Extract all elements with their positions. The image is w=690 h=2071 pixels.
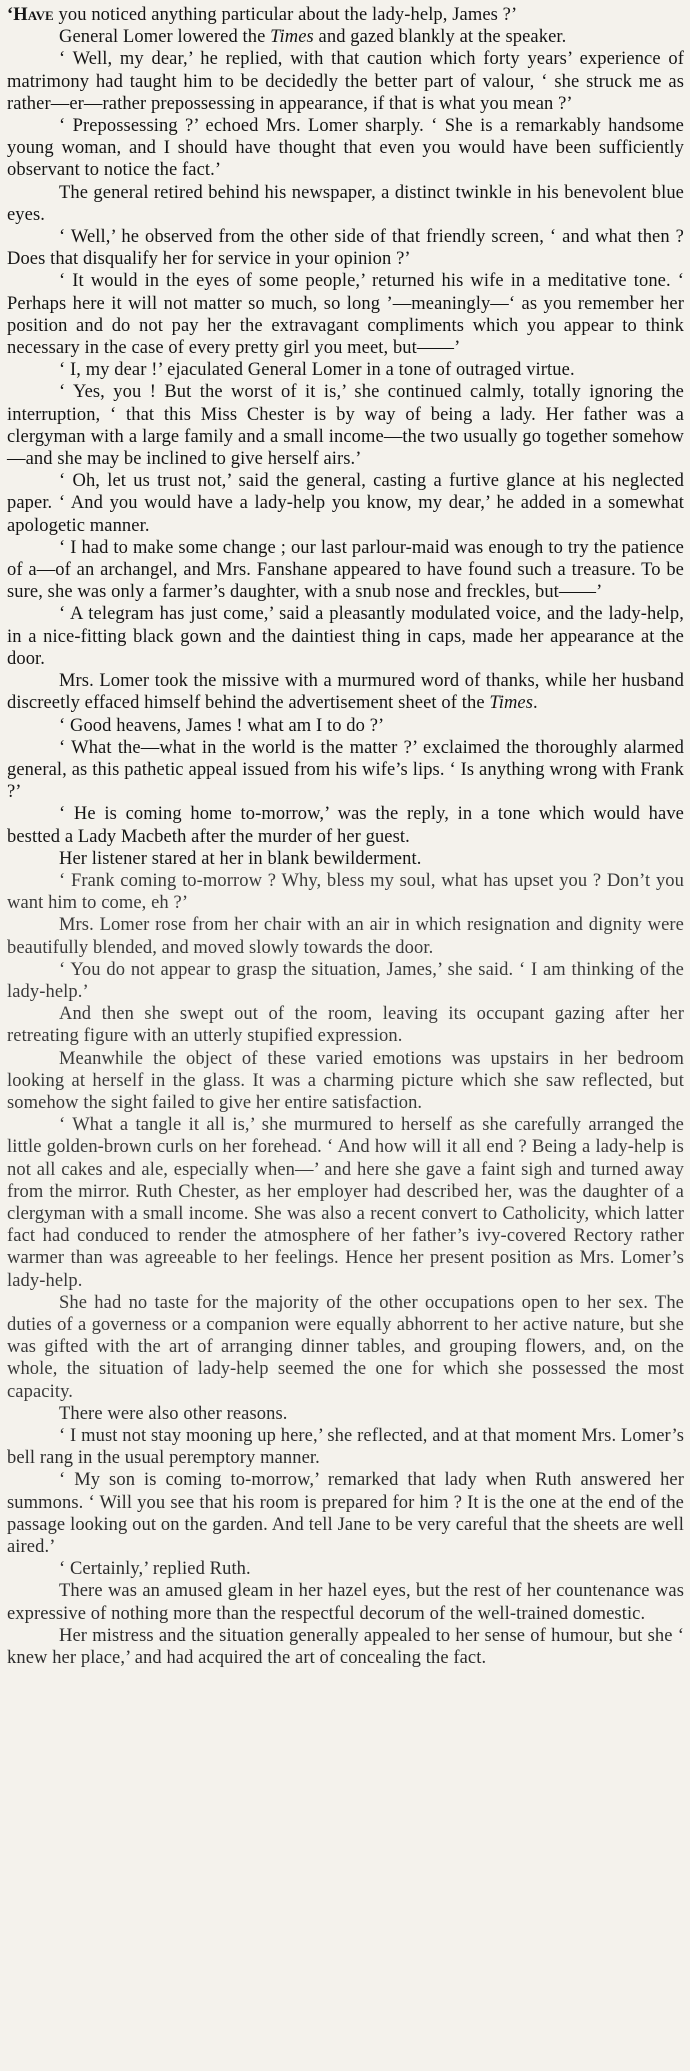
paragraph: ‘ What the—what in the world is the matter ?’ exclaimed the thoroughly alarmed general, as this pathetic appeal issued from his wife’s lips. ‘ Is anything wrong with Frank ?’: [7, 737, 684, 803]
article-body: [7, 26, 684, 1669]
paragraph: ‘ I must not stay mooning up here,’ she reflected, and at that moment Mrs. Lomer’s bell rang in the usual peremptory manner.: [7, 1426, 684, 1469]
paragraph: ‘ He is coming home to-morrow,’ was the reply, in a tone which would have bestted a Lady Macbeth after the murder of her guest.: [7, 804, 684, 847]
paragraph: ‘ Oh, let us trust not,’ said the general, casting a furtive glance at his neglected paper. ‘ And you would have a lady-help you know, my dear,’ he added in a somewhat apologetic manner.: [7, 471, 684, 536]
paragraph: ‘ I had to make some change ; our last parlour-maid was enough to try the patience of a—of an archangel, and Mrs. Fanshane appeared to have found such a treasure. To be sure, she was only a farmer’s daughter, with a snub nose and freckles, but——’: [7, 537, 684, 603]
paragraph: ‘ Good heavens, James ! what am I to do ?’: [59, 715, 385, 736]
paragraph: [7, 26, 684, 48]
opening-paragraph: [7, 4, 684, 26]
paragraph: The general retired behind his newspaper, a distinct twinkle in his benevolent blue eyes.: [7, 182, 684, 225]
paragraph: And then she swept out of the room, leaving its occupant gazing after her retreating figure with an utterly stupified expression.: [7, 1004, 684, 1047]
paragraph: There was an amused gleam in her hazel eyes, but the rest of her countenance was expressive of nothing more than the respectful decorum of the well-trained domestic.: [7, 1581, 684, 1624]
paragraph: ‘ Yes, you ! But the worst of it is,’ she continued calmly, totally ignoring the interruption, ‘ that this Miss Chester is by way of being a lady. Her father was a clergyman with a large family and a small income—the two usually go together somehow—and she may be inclined to give herself airs.’: [7, 382, 684, 470]
paragraph: Her mistress and the situation generally appealed to her sense of humour, but she ‘ knew her place,’ and had acquired the art of concealing the fact.: [7, 1625, 684, 1669]
paragraph: ‘ Well,’ he observed from the other side of that friendly screen, ‘ and what then ? Does that disqualify her for service in your opinion ?’: [7, 227, 684, 270]
paragraph: ‘ My son is coming to-morrow,’ remarked that lady when Ruth answered her summons. ‘ Will you see that his room is prepared for him ? It is the one at the end of the passage looking out on the garden. And tell Jane to be very careful that the sheets are well aired.’: [7, 1470, 684, 1558]
italic-title: Times: [489, 693, 534, 714]
paragraph: [7, 670, 684, 714]
paragraph: ‘ What a tangle it all is,’ she murmured to herself as she carefully arranged the little golden-brown curls on her forehead. ‘ And how will it all end ? Being a lady-help is not all cakes and ale, especially when—’ and here she gave a faint sigh and turned away from the mirror. Ruth Chester, as her employer had described her, was the daughter of a clergyman with a small income. She was also a recent convert to Catholicity, which latter fact had conduced to render the atmosphere of her father’s ivy-covered Rectory rather warmer than was agreeable to her feelings. Hence her present position as Mrs. Lomer’s lady-help.: [7, 1115, 684, 1291]
paragraph: Mrs. Lomer rose from her chair with an air in which resignation and dignity were beautifully blended, and moved slowly towards the door.: [7, 915, 684, 958]
opening-quote-mark: ‘: [7, 5, 14, 25]
paragraph: ‘ Prepossessing ?’ echoed Mrs. Lomer sharply. ‘ She is a remarkably handsome young woman, and I should have thought that even you would have been sufficiently observant to notice the fact.’: [7, 116, 684, 181]
paragraph: ‘ I, my dear !’ ejaculated General Lomer in a tone of outraged virtue.: [59, 360, 575, 381]
paragraph-text: and gazed blankly at the speaker.: [313, 27, 567, 48]
paragraph: There were also other reasons.: [59, 1403, 288, 1424]
paragraph: ‘ Certainly,’ replied Ruth.: [59, 1559, 251, 1580]
opening-lead-word: Have: [13, 5, 54, 25]
paragraph: She had no taste for the majority of the other occupations open to her sex. The duties of a governess or a companion were equally abhorrent to her active nature, but she was gifted with the art of arranging dinner tables, and grouping flowers, and, on the whole, the situation of lady-help seemed the one for which she possessed the most capacity.: [7, 1292, 684, 1402]
paragraph: ‘ You do not appear to grasp the situation, James,’ she said. ‘ I am thinking of the lady-help.’: [7, 959, 684, 1002]
paragraph: ‘ A telegram has just come,’ said a pleasantly modulated voice, and the lady-help, in a nice-fitting black gown and the daintiest thing in caps, made her appearance at the door.: [7, 604, 684, 669]
paragraph: ‘ Frank coming to-morrow ? Why, bless my soul, what has upset you ? Don’t you want him to come, eh ?’: [7, 870, 684, 914]
paragraph: ‘ Well, my dear,’ he replied, with that caution which forty years’ experience of matrimony had taught him to be decidedly the better part of valour, ‘ she struck me as rather—er—rather prepossessing in appearance, if that is what you mean ?’: [7, 49, 684, 114]
italic-title: Times: [270, 27, 314, 48]
paragraph-text: Mrs. Lomer took the missive with a murmured word of thanks, while her husband discreetly effaced himself behind the advertisement sheet of the: [7, 671, 684, 714]
paragraph: Her listener stared at her in blank bewilderment.: [59, 848, 422, 869]
paragraph-text: General Lomer lowered the: [59, 27, 271, 48]
opening-text: you noticed anything particular about the lady-help, James ?’: [53, 5, 518, 25]
paragraph: ‘ It would in the eyes of some people,’ returned his wife in a meditative tone. ‘ Perhaps here it will not matter so much, so long ’—meaningly—‘ as you remember her position and do not pay her the extravagant compliments which you appear to think necessary in the case of every pretty girl you meet, but——’: [7, 271, 684, 359]
paragraph-text: .: [533, 693, 538, 714]
paragraph: Meanwhile the object of these varied emotions was upstairs in her bedroom looking at herself in the glass. It was a charming picture which she saw reflected, but somehow the sight failed to give her entire satisfaction.: [7, 1048, 684, 1113]
